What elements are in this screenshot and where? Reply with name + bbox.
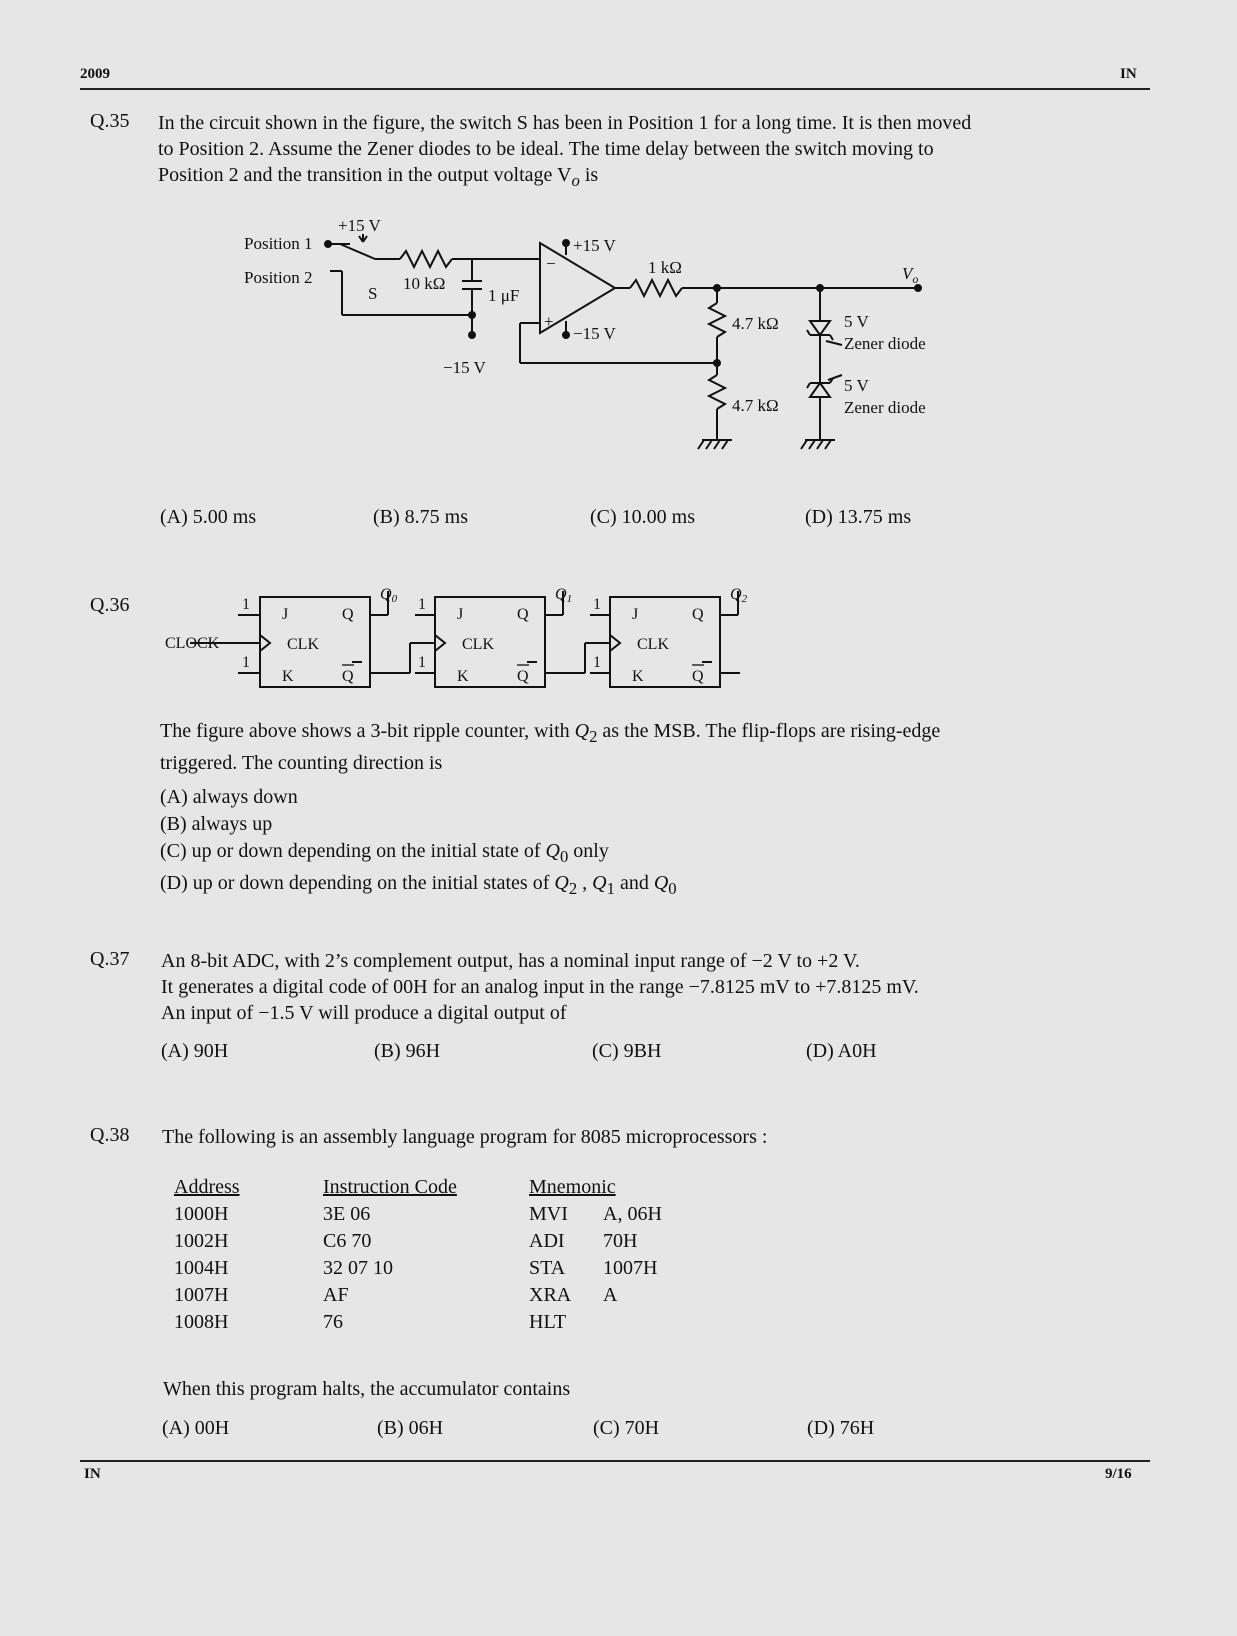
input-one-label: 1 xyxy=(242,654,250,671)
switch-label: S xyxy=(368,284,378,303)
q-pin-label: Q xyxy=(342,606,354,623)
option-d[interactable]: (D) 13.75 ms xyxy=(805,506,912,528)
operand-cell: 70H xyxy=(603,1230,638,1252)
header-paper-code: IN xyxy=(1120,66,1137,82)
qbar-pin-label: Q xyxy=(517,668,529,685)
address-cell: 1004H xyxy=(174,1257,229,1279)
input-one-label: 1 xyxy=(593,654,601,671)
resistor-10k-label: 10 kΩ xyxy=(403,274,446,293)
column-header: Address xyxy=(174,1176,240,1198)
qbar-pin-label: Q xyxy=(692,668,704,685)
text-line: In the circuit shown in the figure, the switch S has been in Position 1 for a long time. It is then moved xyxy=(158,112,972,134)
clk-pin-label: CLK xyxy=(287,636,319,653)
zener-1-voltage: 5 V xyxy=(844,312,869,331)
option-c[interactable]: (C) 9BH xyxy=(592,1040,662,1062)
mnemonic-cell: MVI xyxy=(529,1203,568,1225)
text-fragment: as the MSB. The flip-flops are rising-edge xyxy=(597,720,941,742)
text-line: An input of −1.5 V will produce a digital output of xyxy=(161,1002,567,1024)
option-b[interactable]: (B) always up xyxy=(160,813,273,835)
column-header: Mnemonic xyxy=(529,1176,616,1198)
question-prompt: When this program halts, the accumulator contains xyxy=(163,1378,571,1400)
k-pin-label: K xyxy=(282,668,294,685)
operand-cell: 1007H xyxy=(603,1257,658,1279)
q-pin-label: Q xyxy=(692,606,704,623)
operand-cell xyxy=(603,1311,662,1338)
input-one-label: 1 xyxy=(593,596,601,613)
clk-pin-label: CLK xyxy=(462,636,494,653)
option-c[interactable]: (C) up or down depending on the initial state of $Q_0$ only xyxy=(160,840,609,866)
text-line: to Position 2. Assume the Zener diodes to be ideal. The time delay between the switch moving to xyxy=(158,138,934,160)
text-fragment: Position 2 and the transition in the output voltage V xyxy=(158,164,572,186)
address-cell: 1002H xyxy=(174,1230,229,1252)
clock-label: CLOCK xyxy=(165,635,220,652)
j-pin-label: J xyxy=(457,606,464,623)
capacitor-label: 1 μF xyxy=(488,286,520,305)
instruction-code-cell: 3E 06 xyxy=(323,1203,371,1225)
header-year: 2009 xyxy=(80,66,110,82)
question-number: Q.35 xyxy=(90,110,130,132)
operand-cell: A, 06H xyxy=(603,1203,662,1225)
q-pin-label: Q xyxy=(517,606,529,623)
option-a[interactable]: (A) 00H xyxy=(162,1417,230,1439)
option-c[interactable]: (C) 10.00 ms xyxy=(590,506,695,528)
option-d[interactable]: (D) up or down depending on the initial states of $Q_2$ , $Q_1$ and $Q_0$ xyxy=(160,872,677,898)
clk-pin-label: CLK xyxy=(637,636,669,653)
assembly-program-table xyxy=(174,1176,662,1338)
mnemonic-cell: ADI xyxy=(529,1230,565,1252)
subscript: 2 xyxy=(589,727,598,746)
opamp-minus15-label: −15 V xyxy=(573,324,616,343)
table-row xyxy=(174,1257,662,1284)
table-row xyxy=(174,1284,662,1311)
instruction-code-cell: C6 70 xyxy=(323,1230,372,1252)
text-line: An 8-bit ADC, with 2’s complement output, has a nominal input range of −2 V to +2 V. xyxy=(161,950,860,972)
supply-minus15-label: −15 V xyxy=(443,358,486,377)
mnemonic-cell: XRA xyxy=(529,1284,572,1306)
mnemonic-cell: HLT xyxy=(529,1311,567,1333)
output-voltage-label: $V_o$ xyxy=(902,264,919,286)
q2-output-label: Q2 xyxy=(730,586,748,605)
k-pin-label: K xyxy=(632,668,644,685)
q0-output-label: Q0 xyxy=(380,586,398,605)
address-cell: 1000H xyxy=(174,1203,229,1225)
question-text xyxy=(161,948,1091,1026)
zener-circuit-diagram xyxy=(230,215,990,465)
option-d[interactable]: (D) 76H xyxy=(807,1417,875,1439)
zener-2-label: Zener diode xyxy=(844,398,926,417)
opamp-inverting-sign: − xyxy=(546,254,556,273)
question-number: Q.37 xyxy=(90,948,130,970)
resistor-1k-label: 1 kΩ xyxy=(648,258,682,277)
position-1-label: Position 1 xyxy=(244,234,313,253)
table-row xyxy=(174,1311,662,1338)
instruction-code-cell: 32 07 10 xyxy=(323,1257,393,1279)
question-number: Q.36 xyxy=(90,594,130,616)
opamp-noninverting-sign: + xyxy=(544,312,554,331)
resistor-4k7-upper-label: 4.7 kΩ xyxy=(732,314,779,333)
input-one-label: 1 xyxy=(418,654,426,671)
j-pin-label: J xyxy=(282,606,289,623)
table-row xyxy=(174,1230,662,1257)
text-fragment: is xyxy=(579,164,599,186)
address-cell: 1008H xyxy=(174,1311,229,1333)
question-intro: The following is an assembly language program for 8085 microprocessors : xyxy=(162,1126,768,1148)
page-number: 9/16 xyxy=(1105,1466,1132,1482)
zener-1-label: Zener diode xyxy=(844,334,926,353)
footer-rule xyxy=(80,1460,1150,1462)
text-line: It generates a digital code of 00H for an analog input in the range −7.8125 mV to +7.8125 mV. xyxy=(161,976,919,998)
opamp-plus15-label: +15 V xyxy=(573,236,616,255)
options-list xyxy=(160,784,1100,902)
option-b[interactable]: (B) 96H xyxy=(374,1040,441,1062)
position-2-label: Position 2 xyxy=(244,268,313,287)
option-b[interactable]: (B) 8.75 ms xyxy=(373,506,468,528)
math-var: Q xyxy=(574,720,590,742)
option-c[interactable]: (C) 70H xyxy=(593,1417,660,1439)
footer-paper-code: IN xyxy=(84,1466,101,1482)
zener-2-voltage: 5 V xyxy=(844,376,869,395)
input-one-label: 1 xyxy=(418,596,426,613)
text-fragment: The figure above shows a 3-bit ripple counter, with xyxy=(160,720,575,742)
question-number: Q.38 xyxy=(90,1124,130,1146)
option-d[interactable]: (D) A0H xyxy=(806,1040,877,1062)
operand-cell: A xyxy=(603,1284,618,1306)
address-cell: 1007H xyxy=(174,1284,229,1306)
option-a[interactable]: (A) 5.00 ms xyxy=(160,506,257,528)
option-a[interactable]: (A) always down xyxy=(160,786,298,808)
header-rule xyxy=(80,88,1150,90)
input-one-label: 1 xyxy=(242,596,250,613)
subscript: o xyxy=(571,171,580,190)
ripple-counter-diagram xyxy=(160,585,760,695)
option-b[interactable]: (B) 06H xyxy=(377,1417,444,1439)
instruction-code-cell: AF xyxy=(323,1284,349,1306)
question-text xyxy=(160,718,1100,776)
k-pin-label: K xyxy=(457,668,469,685)
supply-plus15-label: +15 V xyxy=(338,216,381,235)
option-a[interactable]: (A) 90H xyxy=(161,1040,229,1062)
table-header-row xyxy=(174,1176,662,1203)
text-line xyxy=(158,162,1088,194)
q1-output-label: Q1 xyxy=(555,586,573,605)
table-row xyxy=(174,1203,662,1230)
mnemonic-cell: STA xyxy=(529,1257,566,1279)
resistor-4k7-lower-label: 4.7 kΩ xyxy=(732,396,779,415)
text-line: triggered. The counting direction is xyxy=(160,752,443,774)
j-pin-label: J xyxy=(632,606,639,623)
text-line xyxy=(160,718,1100,750)
column-header: Instruction Code xyxy=(323,1176,457,1198)
qbar-pin-label: Q xyxy=(342,668,354,685)
question-text xyxy=(158,110,1088,194)
instruction-code-cell: 76 xyxy=(323,1311,343,1333)
